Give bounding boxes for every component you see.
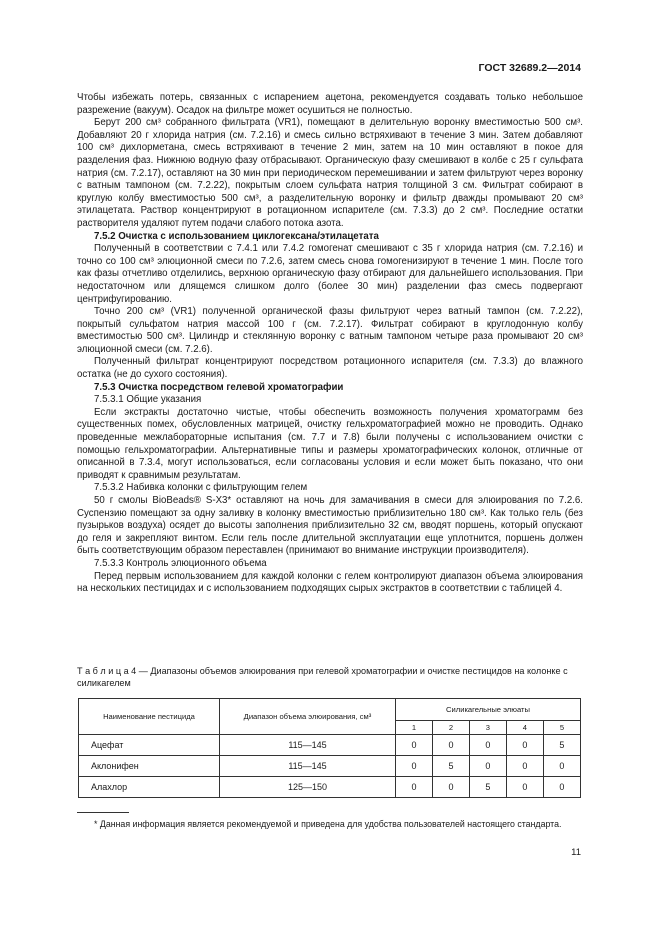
col-fraction: 3 [469,721,506,735]
standard-number: ГОСТ 32689.2—2014 [478,62,581,74]
table-row [79,735,581,756]
fraction-value: 0 [506,735,543,756]
fraction-value: 0 [543,756,580,777]
table-row [79,756,581,777]
col-pesticide-name: Наименование пестицида [79,699,220,735]
fraction-value: 0 [506,777,543,798]
paragraph: Полученный в соответствии с 7.4.1 или 7.4.2 гомогенат смешивают с 35 г хлорида натрия (см. 7.2.16) и точно со 100 см³ элюционной смеси по 7.2.6, затем смесь снова гомогенизируют в течение 1 мин. После того как фазы отчетливо отделились, верхнюю органическую фазу отбирают для дальнейшего использования. При недостаточном или длящемся слишком долго (более 30 мин) разделении фаз смесь подвергают центрифугированию. [77,243,583,305]
fraction-value: 5 [469,777,506,798]
body-text [77,92,583,596]
fraction-value: 0 [396,735,433,756]
elution-range: 125—150 [220,777,396,798]
fraction-value: 0 [506,756,543,777]
fraction-value: 0 [469,756,506,777]
paragraph: Чтобы избежать потерь, связанных с испарением ацетона, рекомендуется создавать только небольшое разрежение (вакуум). Осадок на фильтре может осушиться не полностью. [77,92,583,116]
pesticide-name: Аклонифен [79,756,220,777]
pesticide-name: Алахлор [79,777,220,798]
paragraph: Если экстракты достаточно чистые, чтобы обеспечить возможность получения хроматограмм без существенных помех, обусловленных матрицей, очистку гельхроматографией можно не проводить. Однако проведенные межлабораторные испытания (см. 7.7 и 7.8) были получены с использованием очистки с помощью гельхроматографии. Альтернативные типы и размеры хроматографических колонок, отличные от описанной в 7.3.4, могут использоваться, если согласованы условия и если может быть показано, что они приводят к сравнимым результатам. [77,406,583,481]
footnote: * Данная информация является рекомендуемой и приведена для удобства пользователей настоящего стандарта. [94,819,562,829]
section-heading: 7.5.3 Очистка посредством гелевой хроматографии [94,381,344,393]
elution-table [78,698,581,798]
paragraph: Точно 200 см³ (VR1) полученной органической фазы фильтруют через ватный тампон (см. 7.2.22), покрытый сульфатом натрия массой 100 г (см. 7.2.17). Фильтрат собирают в круглодонную колбу вместимостью 500 см³. Цилиндр и стеклянную воронку с ватным тампоном четыре раза промывают 20 см³ элюционной смеси (см. 7.2.6). [77,306,583,355]
col-fraction: 1 [396,721,433,735]
table-row [79,777,581,798]
paragraph: 7.5.3.3 Контроль элюционного объема [94,557,267,569]
paragraph: Перед первым использованием для каждой колонки с гелем контролируют диапазон объема элюирования на нескольких пестицидах и с использованием подходящих сырых экстрактов в соответствии с таблицей 4. [77,570,583,595]
fraction-value: 5 [543,735,580,756]
col-fraction: 5 [543,721,580,735]
footnote-divider [77,812,129,813]
page-number: 11 [571,847,581,858]
fraction-value: 5 [432,756,469,777]
paragraph: Берут 200 см³ собранного фильтрата (VR1), помещают в делительную воронку вместимостью 500 см³. Добавляют 20 г хлорида натрия (см. 7.2.16) и смесь сильно встряхивают в течение 3 мин. Затем добавляют 100 см³ дихлорметана, смесь встряхивают в течение 2 мин, затем на 10 мин оставляют в покое для разделения фаз. Нижнюю водную фазу отбрасывают. Органическую фазу смешивают в колбе с 25 г сульфата натрия (см. 7.2.17), оставляют на 30 мин при периодическом перемешивании и затем фильтруют через воронку с ватным тампоном (см. 7.2.22), покрытым слоем сульфата натрия толщиной 3 см. Фильтрат собирают в круглую колбу вместимостью 500 см³, а разделительную воронку и фильтр дважды промывают 20 см³ этилацетата. Раствор концентрируют в ротационном испарителе (см. 7.3.3) до 2 см³. Последние остатки растворителя удаляют путем подачи слабого потока азота. [77,117,583,229]
col-fraction: 4 [506,721,543,735]
elution-range: 115—145 [220,735,396,756]
paragraph: 7.5.3.2 Набивка колонки с фильтрующим гелем [94,482,308,494]
table-caption: Т а б л и ц а 4 — Диапазоны объемов элюирования при гелевой хроматографии и очистке пестицидов на колонке с силикагелем [77,666,568,688]
fraction-value: 0 [396,756,433,777]
fraction-value: 0 [543,777,580,798]
col-fraction: 2 [432,721,469,735]
col-elution-range: Диапазон объема элюирования, см³ [220,699,396,735]
fraction-value: 0 [396,777,433,798]
col-silica-eluates: Силикагельные элюаты [396,699,581,721]
paragraph: Полученный фильтрат концентрируют посредством ротационного испарителя (см. 7.3.3) до влажного остатка (не до сухого состояния). [77,356,583,381]
fraction-value: 0 [432,777,469,798]
pesticide-name: Ацефат [79,735,220,756]
fraction-value: 0 [469,735,506,756]
paragraph: 7.5.3.1 Общие указания [94,394,202,406]
paragraph: 50 г смолы BioBeads® S-X3* оставляют на ночь для замачивания в смеси для элюирования по 7.2.6. Суспензию помещают за одну заливку в колонку вместимостью приблизительно 180 см³. Как только гель (без пузырьков воздуха) осядет до высоты заполнения приблизительно 32 см, вводят поршень, который опускают до геля и закрепляют винтом. Если гель после длительной эксплуатации еще уплотнится, поршень должен быть соответствующим образом переставлен (принимают во внимание инструкции производителя). [77,495,583,557]
elution-range: 115—145 [220,756,396,777]
section-heading: 7.5.2 Очистка с использованием циклогексана/этилацетата [94,230,379,242]
fraction-value: 0 [432,735,469,756]
